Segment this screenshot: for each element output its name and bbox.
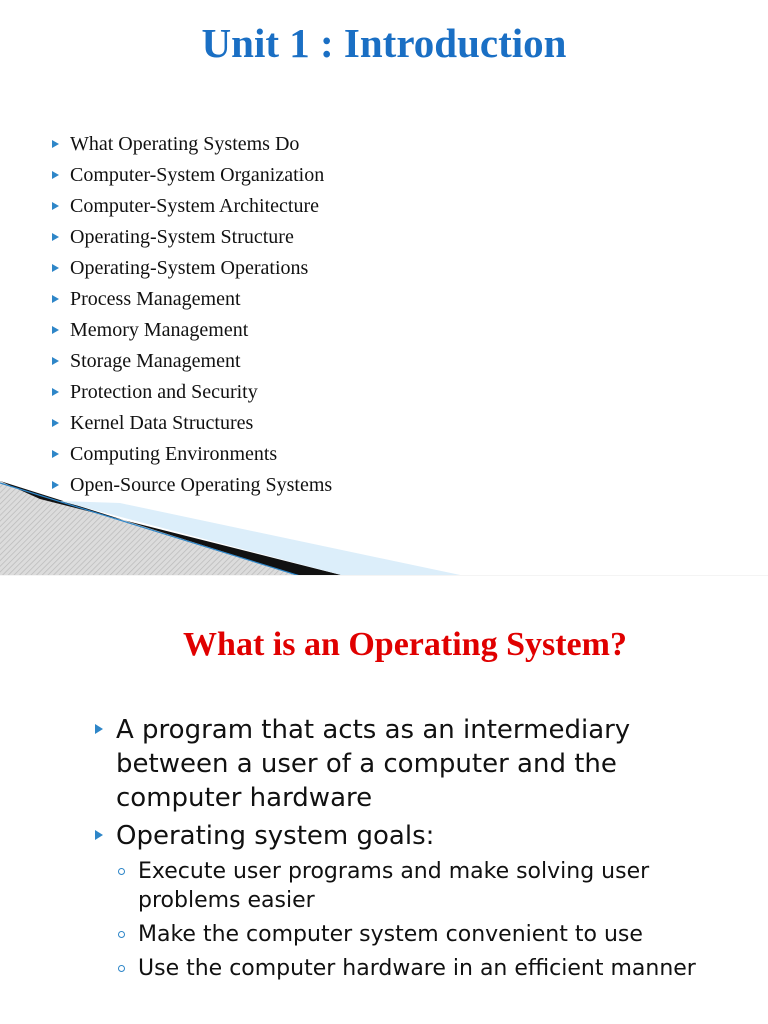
bullet-list [90, 713, 730, 988]
decorative-swoosh [0, 481, 470, 576]
sub-list-item [116, 857, 730, 915]
triangle-bullet-icon [52, 202, 59, 210]
bullet-text: Operating system goals: [116, 821, 435, 851]
sub-list-item [116, 954, 730, 983]
topic-label: Memory Management [70, 319, 249, 341]
triangle-bullet-icon [52, 388, 59, 396]
topic-label: Computer-System Organization [70, 164, 325, 186]
topic-label: Computer-System Architecture [70, 195, 319, 217]
topic-label: Kernel Data Structures [70, 412, 254, 434]
sub-bullet-text: Make the computer system convenient to use [138, 922, 643, 947]
slide-what-is-os [0, 576, 768, 1024]
topic-label: Computing Environments [70, 443, 278, 465]
slide-title: What is an Operating System? [183, 626, 627, 663]
triangle-bullet-icon [52, 295, 59, 303]
list-item [52, 347, 332, 378]
topic-list [52, 130, 332, 502]
triangle-bullet-icon [52, 233, 59, 241]
triangle-bullet-icon [52, 419, 59, 427]
ring-bullet-icon [118, 868, 125, 875]
list-item [90, 819, 730, 983]
topic-label: What Operating Systems Do [70, 133, 300, 155]
list-item [52, 192, 332, 223]
topic-label: Storage Management [70, 350, 241, 372]
sub-bullet-list [116, 857, 730, 983]
triangle-bullet-icon [52, 450, 59, 458]
topic-label: Protection and Security [70, 381, 258, 403]
triangle-bullet-icon [52, 140, 59, 148]
list-item [52, 223, 332, 254]
topic-label: Operating-System Operations [70, 257, 309, 279]
sub-bullet-text: Execute user programs and make solving user problems easier [138, 859, 650, 913]
topic-label: Open-Source Operating Systems [70, 474, 333, 496]
triangle-bullet-icon [52, 264, 59, 272]
list-item [52, 285, 332, 316]
triangle-bullet-icon [52, 171, 59, 179]
list-item [52, 409, 332, 440]
bullet-text: A program that acts as an intermediary between a user of a computer and the computer hardware [116, 715, 631, 813]
triangle-bullet-icon [95, 830, 103, 840]
list-item [90, 713, 730, 815]
sub-bullet-text: Use the computer hardware in an efficient manner [138, 956, 696, 981]
list-item [52, 161, 332, 192]
list-item [52, 440, 332, 471]
list-item [52, 316, 332, 347]
topic-label: Process Management [70, 288, 241, 310]
triangle-bullet-icon [52, 326, 59, 334]
slide-title: Unit 1 : Introduction [201, 20, 567, 66]
triangle-bullet-icon [95, 724, 103, 734]
sub-list-item [116, 920, 730, 949]
list-item [52, 254, 332, 285]
list-item [52, 378, 332, 409]
topic-label: Operating-System Structure [70, 226, 294, 248]
triangle-bullet-icon [52, 357, 59, 365]
ring-bullet-icon [118, 931, 125, 938]
list-item [52, 130, 332, 161]
ring-bullet-icon [118, 965, 125, 972]
